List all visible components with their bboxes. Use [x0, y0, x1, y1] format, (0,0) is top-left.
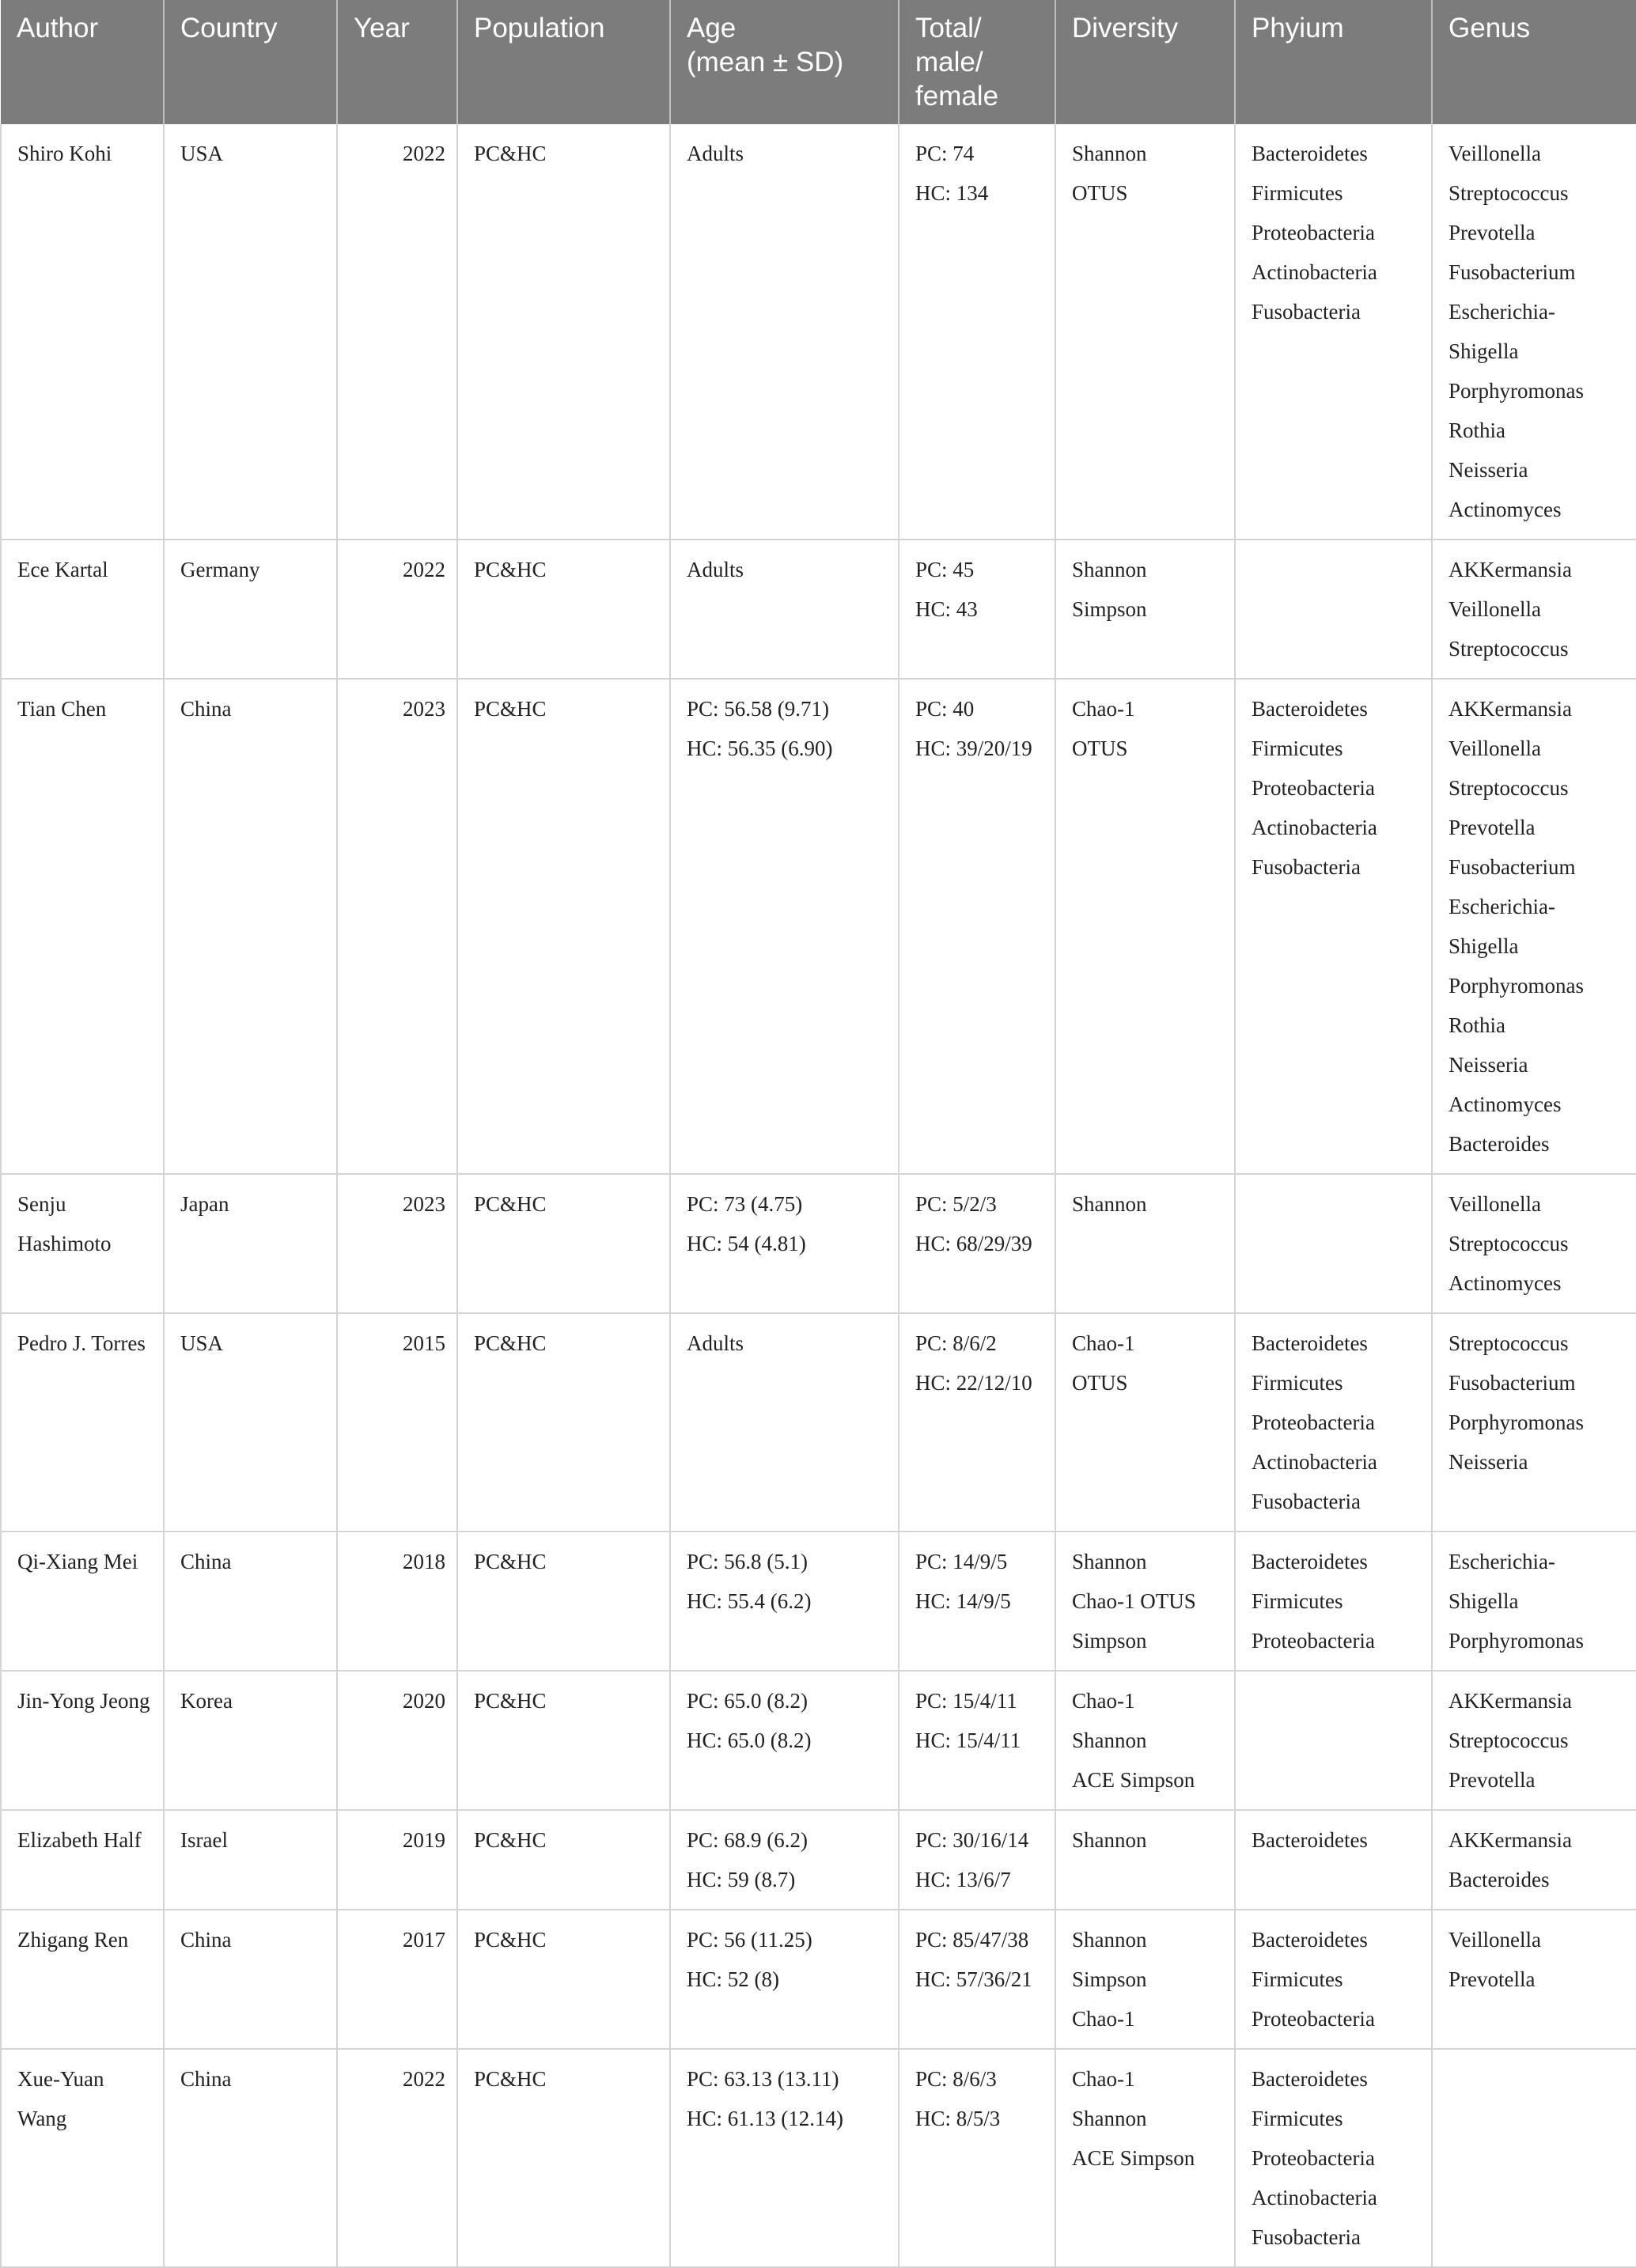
phylum-item: Proteobacteria: [1252, 2146, 1375, 2170]
genus-item: Fusobacterium: [1449, 260, 1576, 284]
diversity-item: Chao-1: [1072, 1331, 1135, 1355]
diversity-item: Chao-1: [1072, 1689, 1135, 1713]
diversity-item: Shannon: [1072, 2107, 1147, 2130]
cell-total: [899, 1671, 1055, 1810]
population-text: PC&HC: [474, 1689, 547, 1713]
cell-author: [1, 679, 164, 1174]
population-text: PC&HC: [474, 1928, 547, 1952]
cell-author: [1, 1313, 164, 1532]
genus-item: Porphyromonas: [1449, 1629, 1584, 1653]
header-age-line: Age: [687, 13, 737, 44]
cell-diversity: [1055, 1532, 1235, 1671]
author-text: Zhigang Ren: [17, 1928, 129, 1952]
genus-item: Veillonella: [1449, 1192, 1541, 1216]
cell-phylum: [1235, 1810, 1432, 1910]
cell-genus: [1432, 1313, 1636, 1532]
cell-diversity: [1055, 1810, 1235, 1910]
diversity-item: ACE Simpson: [1072, 1768, 1195, 1792]
phylum-item: Firmicutes: [1252, 1967, 1343, 1991]
cell-age: [670, 679, 899, 1174]
population-text: PC&HC: [474, 1550, 547, 1573]
cell-country: [164, 540, 337, 679]
cell-year: [337, 1174, 457, 1313]
diversity-item: OTUS: [1072, 1371, 1128, 1395]
cell-phylum: [1235, 1174, 1432, 1313]
cell-age: [670, 1910, 899, 2049]
year-text: 2022: [403, 142, 445, 165]
cell-population: [457, 1910, 670, 2049]
genus-item: Prevotella: [1449, 221, 1536, 244]
cell-author: [1, 1810, 164, 1910]
cell-total: [899, 1910, 1055, 2049]
total-item: PC: 40: [915, 697, 975, 721]
diversity-item: Chao-1 OTUS: [1072, 1589, 1196, 1613]
table-row: [1, 1174, 1636, 1313]
header-year: Year: [337, 0, 457, 124]
author-text: Pedro J. Torres: [17, 1331, 146, 1355]
table-row: [1, 1313, 1636, 1532]
cell-author: [1, 2049, 164, 2267]
population-text: PC&HC: [474, 558, 547, 581]
cell-author: [1, 1671, 164, 1810]
genus-item: Porphyromonas: [1449, 379, 1584, 403]
cell-total: [899, 1810, 1055, 1910]
author-text: Tian Chen: [17, 697, 107, 721]
author-text: Senju Hashimoto: [17, 1192, 112, 1255]
diversity-item: Simpson: [1072, 597, 1147, 621]
diversity-item: Chao-1: [1072, 2067, 1135, 2091]
genus-item: Veillonella: [1449, 597, 1541, 621]
genus-item: Streptococcus: [1449, 637, 1569, 661]
cell-genus: [1432, 124, 1636, 540]
cell-phylum: [1235, 1910, 1432, 2049]
cell-country: [164, 2049, 337, 2267]
cell-year: [337, 1313, 457, 1532]
cell-year: [337, 679, 457, 1174]
phylum-item: Firmicutes: [1252, 736, 1343, 760]
cell-country: [164, 1532, 337, 1671]
cell-year: [337, 1910, 457, 2049]
population-text: PC&HC: [474, 142, 547, 165]
genus-item: Streptococcus: [1449, 1728, 1569, 1752]
phylum-item: Fusobacteria: [1252, 855, 1361, 879]
total-item: PC: 8/6/2: [915, 1331, 997, 1355]
cell-author: [1, 1910, 164, 2049]
cell-phylum: [1235, 540, 1432, 679]
cell-diversity: [1055, 679, 1235, 1174]
age-item: HC: 52 (8): [687, 1967, 779, 1991]
header-total-line: male/: [915, 47, 983, 78]
cell-year: [337, 2049, 457, 2267]
cell-phylum: [1235, 1313, 1432, 1532]
year-text: 2018: [403, 1550, 445, 1573]
total-item: HC: 13/6/7: [915, 1868, 1011, 1891]
cell-diversity: [1055, 1671, 1235, 1810]
cell-population: [457, 1810, 670, 1910]
year-text: 2022: [403, 2067, 445, 2091]
country-text: Japan: [180, 1192, 229, 1216]
cell-genus: [1432, 1910, 1636, 2049]
phylum-item: Bacteroidetes: [1252, 142, 1368, 165]
year-text: 2023: [403, 697, 445, 721]
cell-population: [457, 124, 670, 540]
cell-diversity: [1055, 540, 1235, 679]
age-item: HC: 59 (8.7): [687, 1868, 796, 1891]
genus-item: Shigella: [1449, 934, 1519, 958]
cell-author: [1, 1174, 164, 1313]
genus-item: Prevotella: [1449, 1768, 1536, 1792]
genus-item: Rothia: [1449, 1013, 1505, 1037]
cell-diversity: [1055, 1313, 1235, 1532]
total-item: PC: 14/9/5: [915, 1550, 1008, 1573]
cell-genus: [1432, 2049, 1636, 2267]
genus-item: Actinomyces: [1449, 1092, 1562, 1116]
cell-population: [457, 1671, 670, 1810]
cell-phylum: [1235, 1532, 1432, 1671]
cell-age: [670, 2049, 899, 2267]
phylum-item: Proteobacteria: [1252, 2007, 1375, 2031]
total-item: PC: 74: [915, 142, 975, 165]
cell-country: [164, 1810, 337, 1910]
age-item: PC: 63.13 (13.11): [687, 2067, 839, 2091]
age-item: PC: 68.9 (6.2): [687, 1828, 809, 1852]
cell-country: [164, 124, 337, 540]
cell-country: [164, 1910, 337, 2049]
cell-author: [1, 124, 164, 540]
country-text: USA: [180, 1331, 224, 1355]
genus-item: Porphyromonas: [1449, 1410, 1584, 1434]
year-text: 2022: [403, 558, 445, 581]
table-row: [1, 124, 1636, 540]
age-item: PC: 56.8 (5.1): [687, 1550, 809, 1573]
genus-item: Prevotella: [1449, 816, 1536, 839]
phylum-item: Bacteroidetes: [1252, 2067, 1368, 2091]
phylum-item: Actinobacteria: [1252, 260, 1377, 284]
total-item: PC: 5/2/3: [915, 1192, 997, 1216]
population-text: PC&HC: [474, 1331, 547, 1355]
total-item: HC: 57/36/21: [915, 1967, 1032, 1991]
country-text: Korea: [180, 1689, 233, 1713]
phylum-item: Proteobacteria: [1252, 1410, 1375, 1434]
genus-item: Veillonella: [1449, 736, 1541, 760]
genus-item: Escherichia-: [1449, 300, 1555, 324]
phylum-item: Firmicutes: [1252, 1371, 1343, 1395]
cell-total: [899, 1313, 1055, 1532]
total-item: HC: 22/12/10: [915, 1371, 1032, 1395]
age-item: HC: 54 (4.81): [687, 1232, 806, 1255]
table-row: [1, 2049, 1636, 2267]
genus-item: Prevotella: [1449, 1967, 1536, 1991]
cell-population: [457, 2049, 670, 2267]
total-item: HC: 39/20/19: [915, 736, 1032, 760]
cell-age: [670, 540, 899, 679]
phylum-item: Proteobacteria: [1252, 221, 1375, 244]
table-row: [1, 1532, 1636, 1671]
diversity-item: Shannon: [1072, 1192, 1147, 1216]
header-genus: Genus: [1432, 0, 1636, 124]
cell-population: [457, 679, 670, 1174]
country-text: China: [180, 1550, 232, 1573]
diversity-item: Simpson: [1072, 1967, 1147, 1991]
genus-item: Porphyromonas: [1449, 974, 1584, 998]
year-text: 2020: [403, 1689, 445, 1713]
cell-country: [164, 1313, 337, 1532]
cell-year: [337, 1671, 457, 1810]
cell-genus: [1432, 1174, 1636, 1313]
total-item: PC: 30/16/14: [915, 1828, 1029, 1852]
year-text: 2019: [403, 1828, 445, 1852]
year-text: 2015: [403, 1331, 445, 1355]
diversity-item: Chao-1: [1072, 2007, 1135, 2031]
phylum-item: Firmicutes: [1252, 2107, 1343, 2130]
diversity-item: ACE Simpson: [1072, 2146, 1195, 2170]
total-item: PC: 85/47/38: [915, 1928, 1029, 1952]
age-item: HC: 65.0 (8.2): [687, 1728, 812, 1752]
genus-item: Bacteroides: [1449, 1868, 1550, 1891]
genus-item: Actinomyces: [1449, 1271, 1562, 1295]
cell-diversity: [1055, 1910, 1235, 2049]
genus-item: Streptococcus: [1449, 1331, 1569, 1355]
genus-item: Veillonella: [1449, 142, 1541, 165]
header-diversity: Diversity: [1055, 0, 1235, 124]
cell-population: [457, 1532, 670, 1671]
cell-total: [899, 2049, 1055, 2267]
age-item: PC: 56 (11.25): [687, 1928, 812, 1952]
genus-item: AKKermansia: [1449, 1828, 1572, 1852]
cell-phylum: [1235, 1671, 1432, 1810]
phylum-item: Proteobacteria: [1252, 1629, 1375, 1653]
cell-age: [670, 1532, 899, 1671]
age-item: PC: 56.58 (9.71): [687, 697, 830, 721]
header-total: [899, 0, 1055, 124]
phylum-item: Fusobacteria: [1252, 2225, 1361, 2249]
cell-age: [670, 1671, 899, 1810]
phylum-item: Fusobacteria: [1252, 1490, 1361, 1513]
age-item: HC: 56.35 (6.90): [687, 736, 833, 760]
year-text: 2017: [403, 1928, 445, 1952]
genus-item: Streptococcus: [1449, 181, 1569, 205]
total-item: HC: 14/9/5: [915, 1589, 1011, 1613]
phylum-item: Firmicutes: [1252, 1589, 1343, 1613]
cell-country: [164, 1671, 337, 1810]
cell-total: [899, 540, 1055, 679]
genus-item: Fusobacterium: [1449, 1371, 1576, 1395]
cell-population: [457, 1313, 670, 1532]
cell-phylum: [1235, 679, 1432, 1174]
diversity-item: Shannon: [1072, 1728, 1147, 1752]
header-age-line: (mean ± SD): [687, 47, 844, 78]
diversity-item: Shannon: [1072, 558, 1147, 581]
genus-item: Neisseria: [1449, 1053, 1528, 1077]
cell-year: [337, 1810, 457, 1910]
cell-year: [337, 1532, 457, 1671]
genus-item: Veillonella: [1449, 1928, 1541, 1952]
cell-diversity: [1055, 2049, 1235, 2267]
age-item: PC: 65.0 (8.2): [687, 1689, 809, 1713]
cell-age: [670, 1313, 899, 1532]
genus-item: Streptococcus: [1449, 776, 1569, 800]
header-total-line: Total/: [915, 13, 982, 44]
genus-item: Escherichia-: [1449, 895, 1555, 918]
genus-item: Neisseria: [1449, 458, 1528, 482]
phylum-item: Bacteroidetes: [1252, 1550, 1368, 1573]
genus-item: Rothia: [1449, 418, 1505, 442]
population-text: PC&HC: [474, 697, 547, 721]
phylum-item: Fusobacteria: [1252, 300, 1361, 324]
total-item: HC: 15/4/11: [915, 1728, 1021, 1752]
header-population: Population: [457, 0, 670, 124]
genus-item: AKKermansia: [1449, 697, 1572, 721]
phylum-item: Firmicutes: [1252, 181, 1343, 205]
author-text: Shiro Kohi: [17, 142, 112, 165]
table-row: [1, 540, 1636, 679]
total-item: HC: 134: [915, 181, 989, 205]
header-phylum: Phyium: [1235, 0, 1432, 124]
cell-genus: [1432, 1671, 1636, 1810]
cell-total: [899, 1174, 1055, 1313]
header-row: [1, 0, 1636, 124]
phylum-item: Proteobacteria: [1252, 776, 1375, 800]
cell-genus: [1432, 679, 1636, 1174]
phylum-item: Bacteroidetes: [1252, 1928, 1368, 1952]
genus-item: Shigella: [1449, 339, 1519, 363]
diversity-item: Shannon: [1072, 1928, 1147, 1952]
cell-phylum: [1235, 124, 1432, 540]
cell-author: [1, 1532, 164, 1671]
phylum-item: Actinobacteria: [1252, 2186, 1377, 2209]
population-text: PC&HC: [474, 1828, 547, 1852]
country-text: Germany: [180, 558, 260, 581]
phylum-item: Bacteroidetes: [1252, 1828, 1368, 1852]
genus-item: AKKermansia: [1449, 1689, 1572, 1713]
table-header: [1, 0, 1636, 124]
population-text: PC&HC: [474, 1192, 547, 1216]
genus-item: Escherichia-: [1449, 1550, 1555, 1573]
cell-country: [164, 1174, 337, 1313]
cell-year: [337, 540, 457, 679]
cell-total: [899, 1532, 1055, 1671]
country-text: China: [180, 697, 232, 721]
total-item: PC: 8/6/3: [915, 2067, 997, 2091]
cell-genus: [1432, 1810, 1636, 1910]
cell-year: [337, 124, 457, 540]
author-text: Jin-Yong Jeong: [17, 1689, 150, 1713]
year-text: 2023: [403, 1192, 445, 1216]
header-author: Author: [1, 0, 164, 124]
phylum-item: Actinobacteria: [1252, 816, 1377, 839]
age-item: HC: 61.13 (12.14): [687, 2107, 843, 2130]
diversity-item: OTUS: [1072, 736, 1128, 760]
genus-item: Fusobacterium: [1449, 855, 1576, 879]
table-row: [1, 1671, 1636, 1810]
author-text: Elizabeth Half: [17, 1828, 142, 1852]
diversity-item: Shannon: [1072, 142, 1147, 165]
cell-age: [670, 1810, 899, 1910]
cell-author: [1, 540, 164, 679]
genus-item: Streptococcus: [1449, 1232, 1569, 1255]
cell-population: [457, 540, 670, 679]
age-item: Adults: [687, 558, 744, 581]
diversity-item: OTUS: [1072, 181, 1128, 205]
age-item: Adults: [687, 142, 744, 165]
author-text: Xue-Yuan Wang: [17, 2067, 104, 2130]
phylum-item: Bacteroidetes: [1252, 697, 1368, 721]
genus-item: Actinomyces: [1449, 498, 1562, 521]
cell-total: [899, 124, 1055, 540]
genus-item: Bacteroides: [1449, 1132, 1550, 1156]
age-item: Adults: [687, 1331, 744, 1355]
cell-phylum: [1235, 2049, 1432, 2267]
header-country: Country: [164, 0, 337, 124]
country-text: Israel: [180, 1828, 228, 1852]
table-row: [1, 1910, 1636, 2049]
genus-item: Shigella: [1449, 1589, 1519, 1613]
diversity-item: Shannon: [1072, 1550, 1147, 1573]
cell-country: [164, 679, 337, 1174]
country-text: USA: [180, 142, 224, 165]
diversity-item: Chao-1: [1072, 697, 1135, 721]
genus-item: AKKermansia: [1449, 558, 1572, 581]
header-age: [670, 0, 899, 124]
cell-age: [670, 124, 899, 540]
table-body: [1, 124, 1636, 2267]
cell-diversity: [1055, 124, 1235, 540]
cell-age: [670, 1174, 899, 1313]
phylum-item: Bacteroidetes: [1252, 1331, 1368, 1355]
total-item: HC: 8/5/3: [915, 2107, 1001, 2130]
cell-genus: [1432, 1532, 1636, 1671]
total-item: PC: 45: [915, 558, 975, 581]
header-total-line: female: [915, 81, 999, 112]
country-text: China: [180, 2067, 232, 2091]
cell-diversity: [1055, 1174, 1235, 1313]
population-text: PC&HC: [474, 2067, 547, 2091]
cell-genus: [1432, 540, 1636, 679]
phylum-item: Actinobacteria: [1252, 1450, 1377, 1474]
table-row: [1, 679, 1636, 1174]
age-item: HC: 55.4 (6.2): [687, 1589, 812, 1613]
diversity-item: Shannon: [1072, 1828, 1147, 1852]
total-item: PC: 15/4/11: [915, 1689, 1017, 1713]
country-text: China: [180, 1928, 232, 1952]
table-row: [1, 1810, 1636, 1910]
cell-population: [457, 1174, 670, 1313]
total-item: HC: 43: [915, 597, 978, 621]
author-text: Ece Kartal: [17, 558, 108, 581]
cell-total: [899, 679, 1055, 1174]
total-item: HC: 68/29/39: [915, 1232, 1032, 1255]
author-text: Qi-Xiang Mei: [17, 1550, 138, 1573]
diversity-item: Simpson: [1072, 1629, 1147, 1653]
age-item: PC: 73 (4.75): [687, 1192, 803, 1216]
genus-item: Neisseria: [1449, 1450, 1528, 1474]
